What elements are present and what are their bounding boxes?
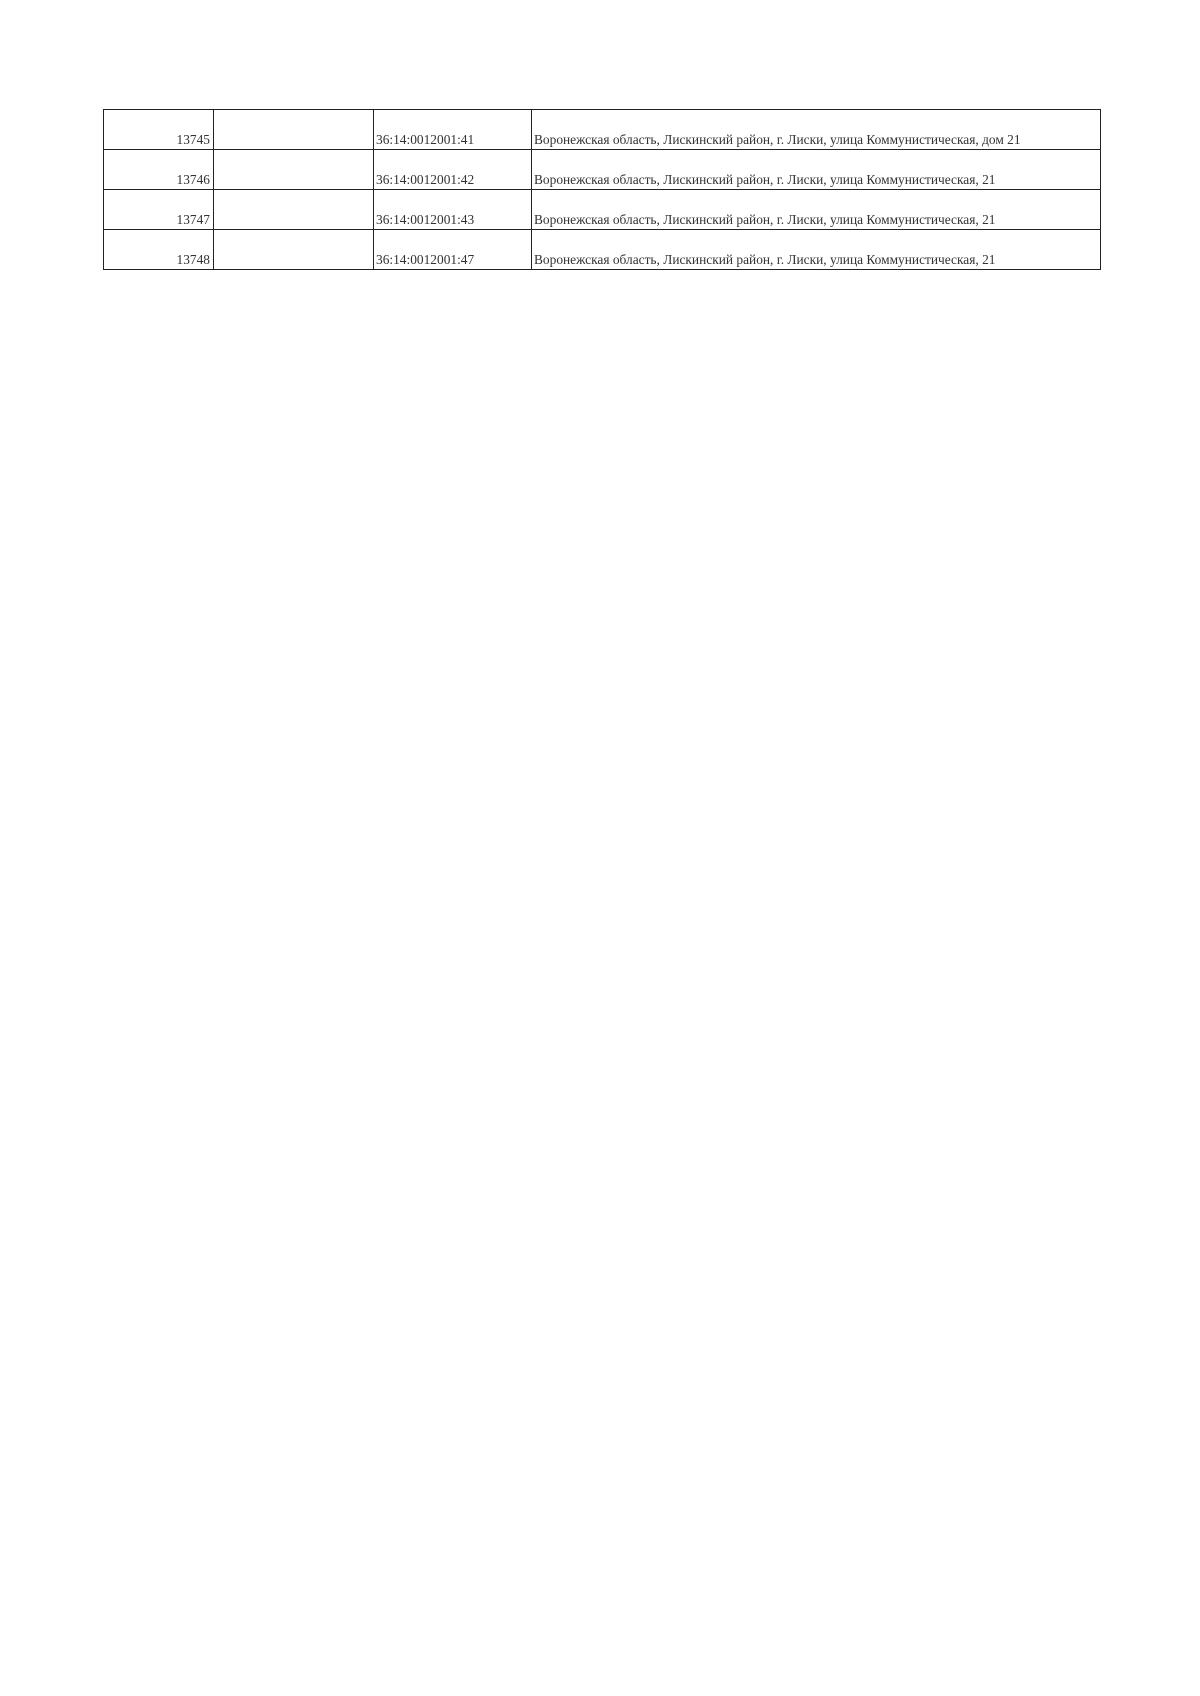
address-text: Воронежская область, Лискинский район, г. Лиски, улица Коммунистическая, 21 [534,172,996,187]
table-row [104,110,1101,150]
table-row [104,190,1101,230]
address-text: Воронежская область, Лискинский район, г. Лиски, улица Коммунистическая, дом 21 [534,132,1021,147]
address-cell [532,230,1101,270]
empty-cell [214,190,374,230]
cadastral-number: 36:14:0012001:42 [374,150,532,190]
address-cell [532,150,1101,190]
address-cell [532,190,1101,230]
row-number: 13746 [104,150,214,190]
address-cell [532,110,1101,150]
row-number: 13748 [104,230,214,270]
table-row [104,230,1101,270]
empty-cell [214,110,374,150]
empty-cell [214,230,374,270]
address-text: Воронежская область, Лискинский район, г. Лиски, улица Коммунистическая, 21 [534,212,996,227]
row-number: 13745 [104,110,214,150]
registry-table-body [104,110,1101,270]
address-text: Воронежская область, Лискинский район, г. Лиски, улица Коммунистическая, 21 [534,252,996,267]
empty-cell [214,150,374,190]
cadastral-number: 36:14:0012001:47 [374,230,532,270]
cadastral-number: 36:14:0012001:43 [374,190,532,230]
row-number: 13747 [104,190,214,230]
cadastral-number: 36:14:0012001:41 [374,110,532,150]
cadastral-registry-table [103,109,1101,270]
table-row [104,150,1101,190]
